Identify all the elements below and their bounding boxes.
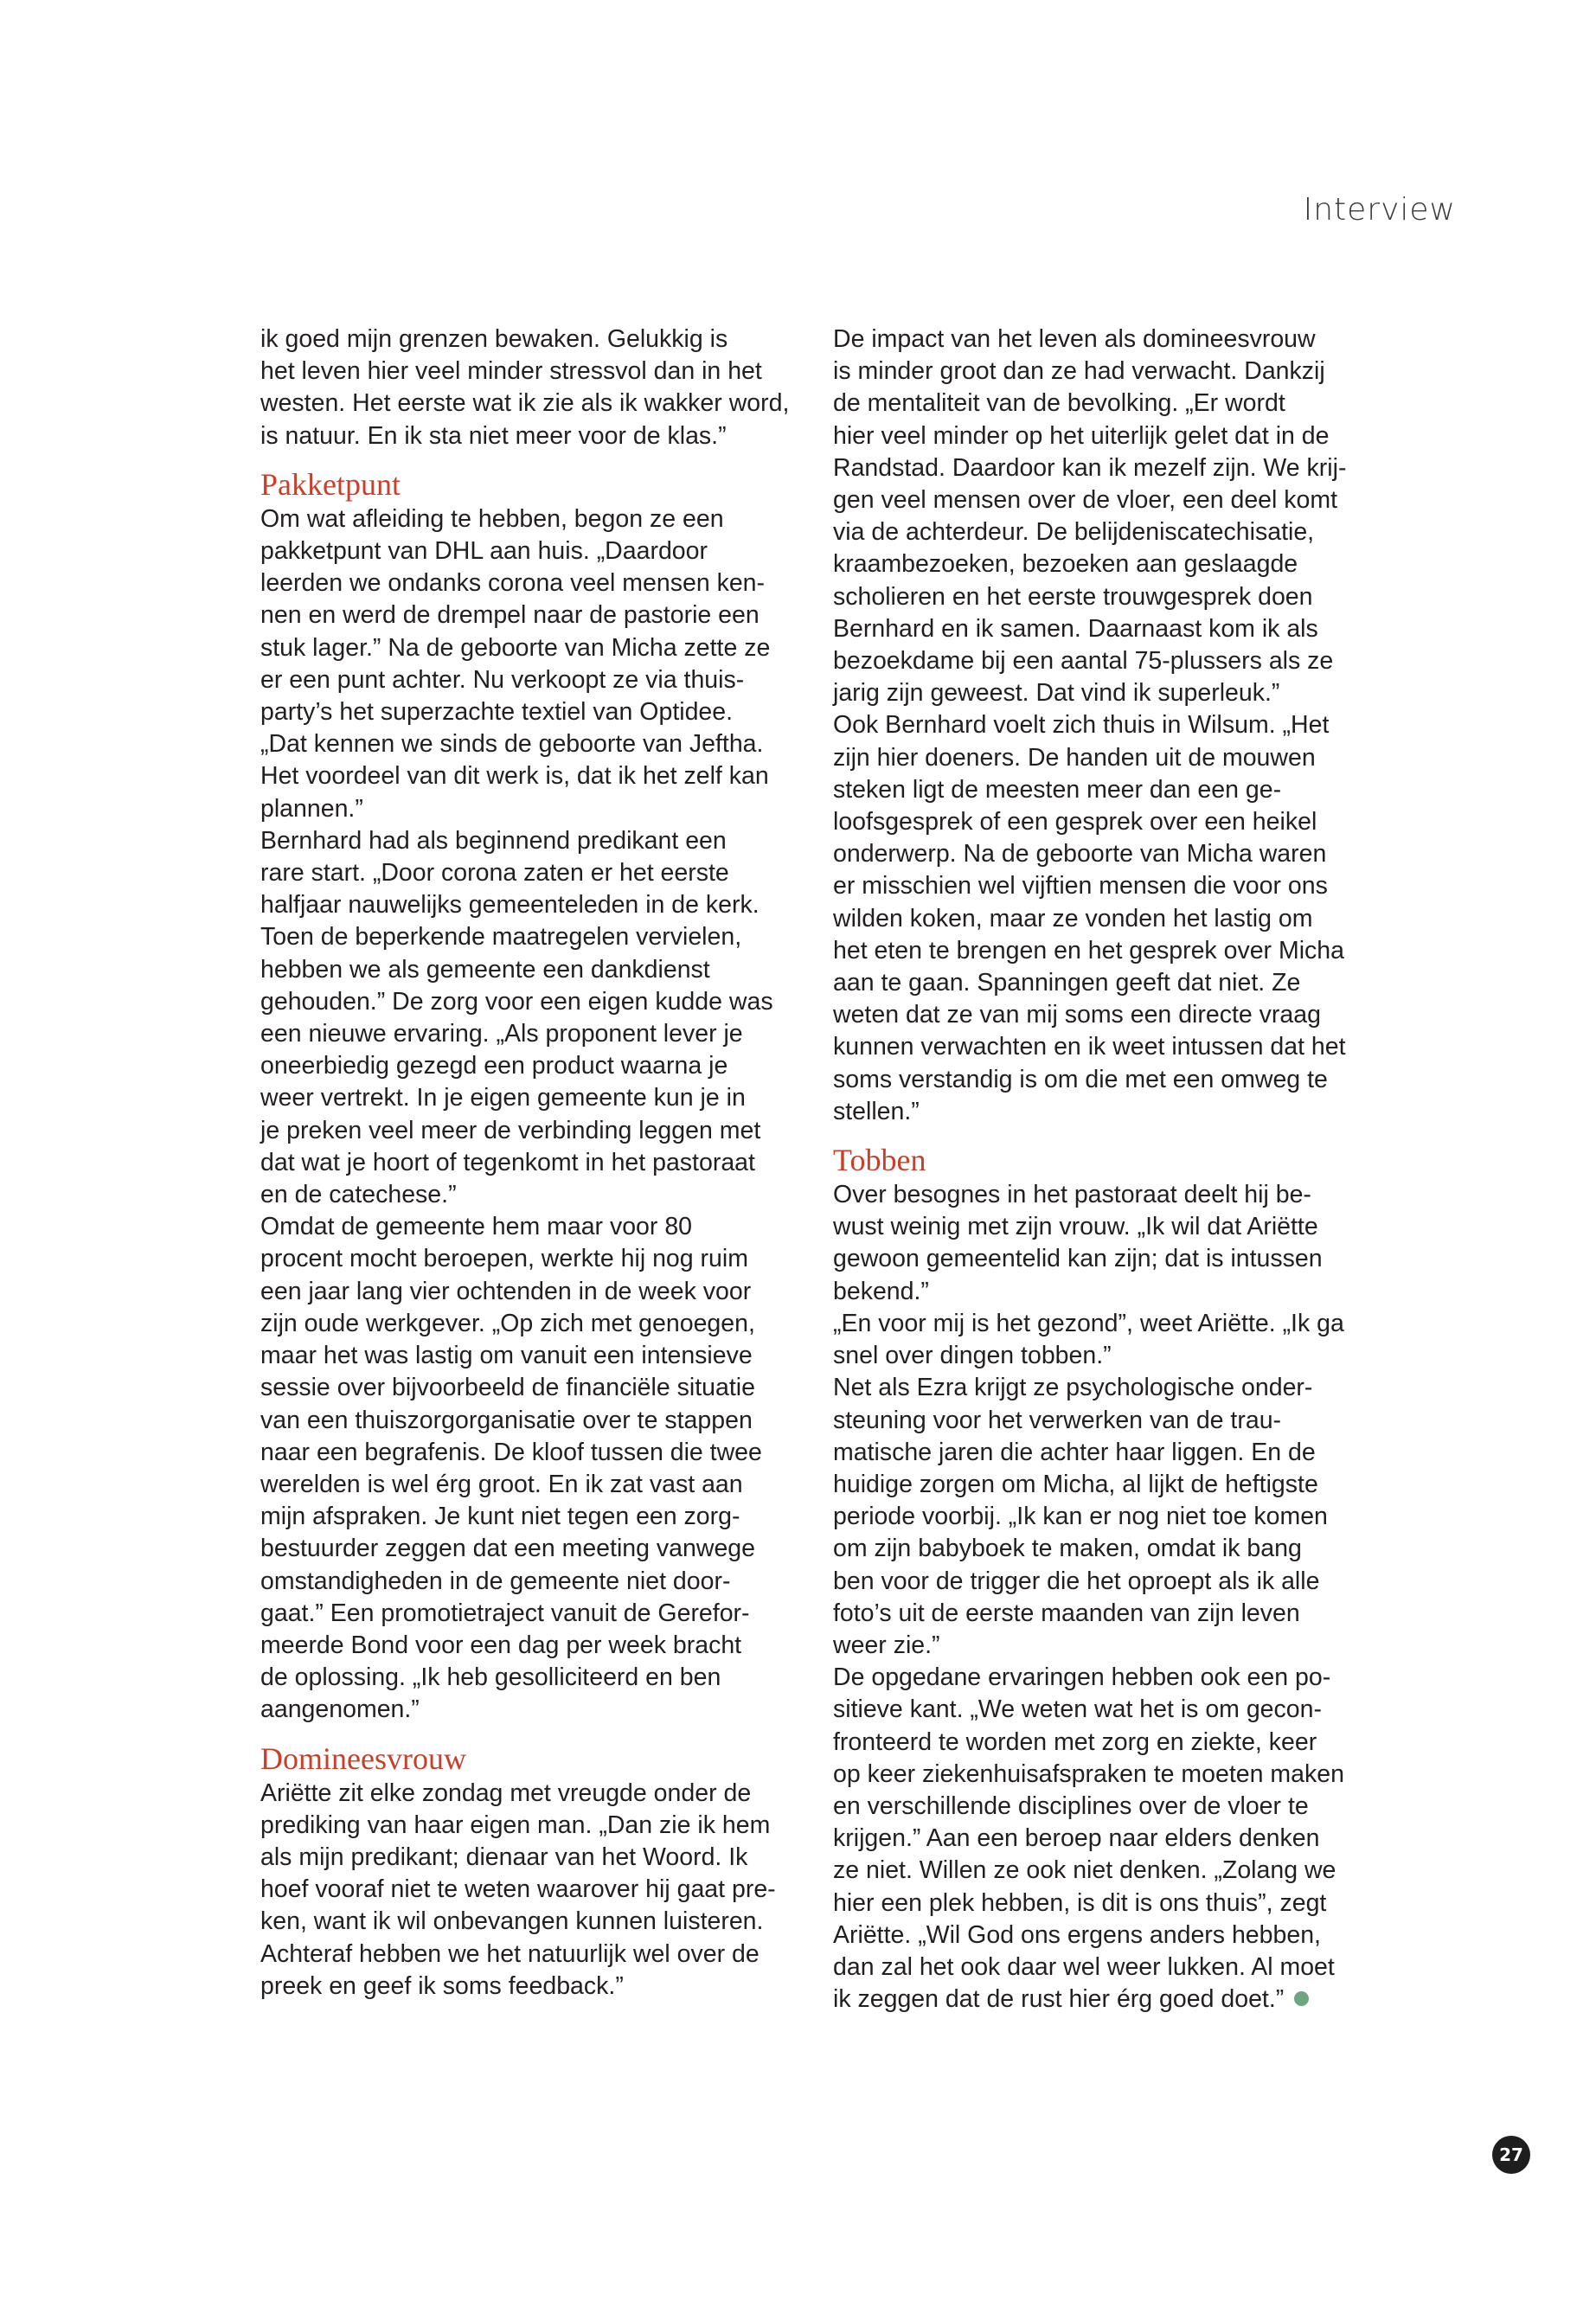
text-line: halfjaar nauwelijks gemeenteleden in de kerk.	[260, 891, 760, 920]
text-line: stuk lager.” Na de geboorte van Micha zette ze	[260, 633, 771, 662]
text-line: aangenomen.”	[260, 1695, 420, 1724]
text-line: leerden we ondanks corona veel mensen ken-	[260, 569, 766, 598]
section-tobben	[833, 1179, 1387, 2016]
text-line: westen. Het eerste wat ik zie als ik wakker word,	[260, 389, 790, 418]
text-line: procent mocht beroepen, werkte hij nog ruim	[260, 1245, 748, 1273]
text-line: er een punt achter. Nu verkoopt ze via thuis-	[260, 665, 745, 694]
text-line: kraambezoeken, bezoeken aan geslaagde	[833, 550, 1298, 579]
left-column	[260, 324, 814, 2003]
text-line: ben voor de trigger die het oproept als ik alle	[833, 1567, 1320, 1595]
text-line: Over besognes in het pastoraat deelt hij be-	[833, 1181, 1311, 1209]
text-line: Randstad. Daardoor kan ik mezelf zijn. We krij-	[833, 453, 1347, 482]
text-line: bestuurder zeggen dat een meeting vanwege	[260, 1535, 755, 1563]
text-line: de mentaliteit van de bevolking. „Er wordt	[833, 389, 1285, 418]
text-line: dan zal het ook daar wel weer lukken. Al moet	[833, 1952, 1335, 1981]
text-line: zijn oude werkgever. „Op zich met genoegen,	[260, 1309, 755, 1337]
text-line: en verschillende disciplines over de vloer te	[833, 1791, 1309, 1820]
text-line: snel over dingen tobben.”	[833, 1342, 1112, 1370]
text-line: naar een begrafenis. De kloof tussen die twee	[260, 1438, 762, 1466]
text-line: weten dat ze van mij soms een directe vraag	[833, 1001, 1321, 1029]
text-line: mijn afspraken. Je kunt niet tegen een zorg-	[260, 1503, 740, 1531]
section-pakketpunt	[260, 503, 814, 1727]
text-line: Ook Bernhard voelt zich thuis in Wilsum. „Het	[833, 711, 1330, 740]
text-line: een nieuwe ervaring. „Als proponent lever je	[260, 1020, 743, 1048]
text-line: De opgedane ervaringen hebben ook een po-	[833, 1663, 1331, 1692]
text-line: dat wat je hoort of tegenkomt in het pastoraat	[260, 1148, 755, 1176]
text-line: werelden is wel érg groot. En ik zat vast aan	[260, 1470, 743, 1498]
text-line: Het voordeel van dit werk is, dat ik het zelf kan	[260, 762, 769, 791]
text-line: en de catechese.”	[260, 1181, 457, 1209]
text-line: meerde Bond voor een dag per week bracht	[260, 1631, 742, 1659]
text-line: de oplossing. „Ik heb gesolliciteerd en ben	[260, 1663, 721, 1692]
text-line: onderwerp. Na de geboorte van Micha waren	[833, 840, 1327, 868]
page-number: 27	[1492, 2136, 1530, 2174]
text-line: foto’s uit de eerste maanden van zijn leven	[833, 1599, 1300, 1627]
text-line: steken ligt de meesten meer dan een ge-	[833, 775, 1282, 804]
text-line: De impact van het leven als domineesvrouw	[833, 325, 1316, 353]
text-line: zijn hier doeners. De handen uit de mouwen	[833, 743, 1316, 772]
text-line: soms verstandig is om die met een omweg te	[833, 1065, 1328, 1093]
text-line: loofsgesprek of een gesprek over een heikel	[833, 808, 1317, 836]
text-line: Bernhard en ik samen. Daarnaast kom ik als	[833, 614, 1318, 643]
text-line: hoef vooraf niet te weten waarover hij gaat pre-	[260, 1875, 776, 1904]
text-line: via de achterdeur. De belijdeniscatechisatie,	[833, 518, 1315, 547]
text-line: Ariëtte zit elke zondag met vreugde onder de	[260, 1779, 752, 1807]
text-line: Ariëtte. „Wil God ons ergens anders hebben,	[833, 1920, 1321, 1949]
right-column	[833, 324, 1387, 2016]
text-line: bekend.”	[833, 1277, 929, 1305]
text-line: hebben we als gemeente een dankdienst	[260, 955, 710, 984]
text-line: het leven hier veel minder stressvol dan in het	[260, 357, 762, 386]
text-line: van een thuiszorgorganisatie over te stappen	[260, 1406, 753, 1434]
heading-tobben: Tobben	[833, 1143, 926, 1178]
text-line: Net als Ezra krijgt ze psychologische onder-	[833, 1374, 1313, 1402]
text-line: fronteerd te worden met zorg en ziekte, keer	[833, 1727, 1317, 1756]
text-line: plannen.”	[260, 794, 363, 823]
text-line: bezoekdame bij een aantal 75-plussers als ze	[833, 647, 1334, 676]
text-line: scholieren en het eerste trouwgesprek doen	[833, 582, 1313, 611]
text-line: rare start. „Door corona zaten er het eerste	[260, 859, 729, 888]
text-line: gewoon gemeentelid kan zijn; dat is intussen	[833, 1245, 1323, 1273]
text-line: kunnen verwachten en ik weet intussen dat het	[833, 1033, 1346, 1061]
text-line: Achteraf hebben we het natuurlijk wel over de	[260, 1939, 760, 1968]
end-mark-icon	[1294, 1991, 1309, 2006]
text-line: op keer ziekenhuisafspraken te moeten maken	[833, 1759, 1344, 1788]
text-line: matische jaren die achter haar liggen. En de	[833, 1438, 1316, 1466]
text-line: is natuur. En ik sta niet meer voor de klas.”	[260, 421, 727, 450]
text-line: maar het was lastig om vanuit een intensieve	[260, 1342, 753, 1370]
text-line: Om wat afleiding te hebben, begon ze een	[260, 504, 724, 533]
text-line: huidige zorgen om Micha, al lijkt de heftigste	[833, 1470, 1318, 1498]
text-line: sessie over bijvoorbeeld de financiële situatie	[260, 1374, 755, 1402]
text-line: aan te gaan. Spanningen geeft dat niet. Ze	[833, 969, 1301, 997]
text-line: wilden koken, maar ze vonden het lastig om	[833, 904, 1313, 933]
text-line: krijgen.” Aan een beroep naar elders denken	[833, 1824, 1320, 1853]
text-line: wust weinig met zijn vrouw. „Ik wil dat Ariëtte	[833, 1213, 1318, 1241]
text-line: gen veel mensen over de vloer, een deel komt	[833, 486, 1338, 515]
text-line: hier veel minder op het uiterlijk gelet dat in de	[833, 421, 1330, 450]
text-line: je preken veel meer de verbinding leggen met	[260, 1116, 761, 1144]
text-line: party’s het superzachte textiel van Optidee.	[260, 698, 734, 727]
left-intro	[260, 324, 814, 452]
text-line: hier een plek hebben, is dit is ons thuis”, zegt	[833, 1888, 1327, 1917]
text-line: gaat.” Een promotietraject vanuit de Gerefor-	[260, 1599, 750, 1627]
right-intro	[833, 324, 1387, 1128]
heading-pakketpunt: Pakketpunt	[260, 466, 401, 502]
text-line: pakketpunt van DHL aan huis. „Daardoor	[260, 537, 708, 566]
text-line: Toen de beperkende maatregelen vervielen,	[260, 923, 742, 952]
text-line: weer vertrekt. In je eigen gemeente kun je in	[260, 1084, 746, 1112]
text-line: ken, want ik wil onbevangen kunnen luisteren.	[260, 1907, 764, 1936]
text-line: weer zie.”	[833, 1631, 940, 1659]
text-line: gehouden.” De zorg voor een eigen kudde was	[260, 987, 773, 1016]
text-line: Bernhard had als beginnend predikant een	[260, 826, 727, 855]
text-line: Omdat de gemeente hem maar voor 80	[260, 1213, 693, 1241]
text-line: steuning voor het verwerken van de trau-	[833, 1406, 1282, 1434]
text-line: ze niet. Willen ze ook niet denken. „Zolang we	[833, 1856, 1336, 1885]
text-line: een jaar lang vier ochtenden in de week voor	[260, 1277, 752, 1305]
text-line: preek en geef ik soms feedback.”	[260, 1971, 624, 2000]
text-line: het eten te brengen en het gesprek over Micha	[833, 936, 1344, 965]
text-line: ik goed mijn grenzen bewaken. Gelukkig is	[260, 325, 728, 353]
text-line: „En voor mij is het gezond”, weet Ariëtte. „Ik ga	[833, 1309, 1344, 1337]
text-line: oneerbiedig gezegd een product waarna je	[260, 1052, 728, 1080]
text-line: jarig zijn geweest. Dat vind ik superleuk.”	[833, 679, 1280, 708]
text-line: prediking van haar eigen man. „Dan zie ik hem	[260, 1811, 771, 1839]
text-line: nen en werd de drempel naar de pastorie een	[260, 601, 760, 630]
text-line: is minder groot dan ze had verwacht. Dankzij	[833, 357, 1325, 386]
text-line: om zijn babyboek te maken, omdat ik bang	[833, 1535, 1302, 1563]
text-line: als mijn predikant; dienaar van het Woord. Ik	[260, 1843, 748, 1871]
text-line: er misschien wel vijftien mensen die voor ons	[833, 872, 1328, 901]
section-domineesvrouw	[260, 1778, 814, 2003]
text-line: stellen.”	[833, 1097, 920, 1125]
text-line: periode voorbij. „Ik kan er nog niet toe komen	[833, 1503, 1328, 1531]
heading-domineesvrouw: Domineesvrouw	[260, 1740, 466, 1776]
section-label: Interview	[1303, 192, 1456, 228]
text-line: „Dat kennen we sinds de geboorte van Jeftha.	[260, 730, 764, 759]
text-line: sitieve kant. „We weten wat het is om gecon-	[833, 1695, 1322, 1724]
text-line: ik zeggen dat de rust hier érg goed doet.”	[833, 1984, 1387, 2016]
text-line: omstandigheden in de gemeente niet door-	[260, 1567, 731, 1595]
